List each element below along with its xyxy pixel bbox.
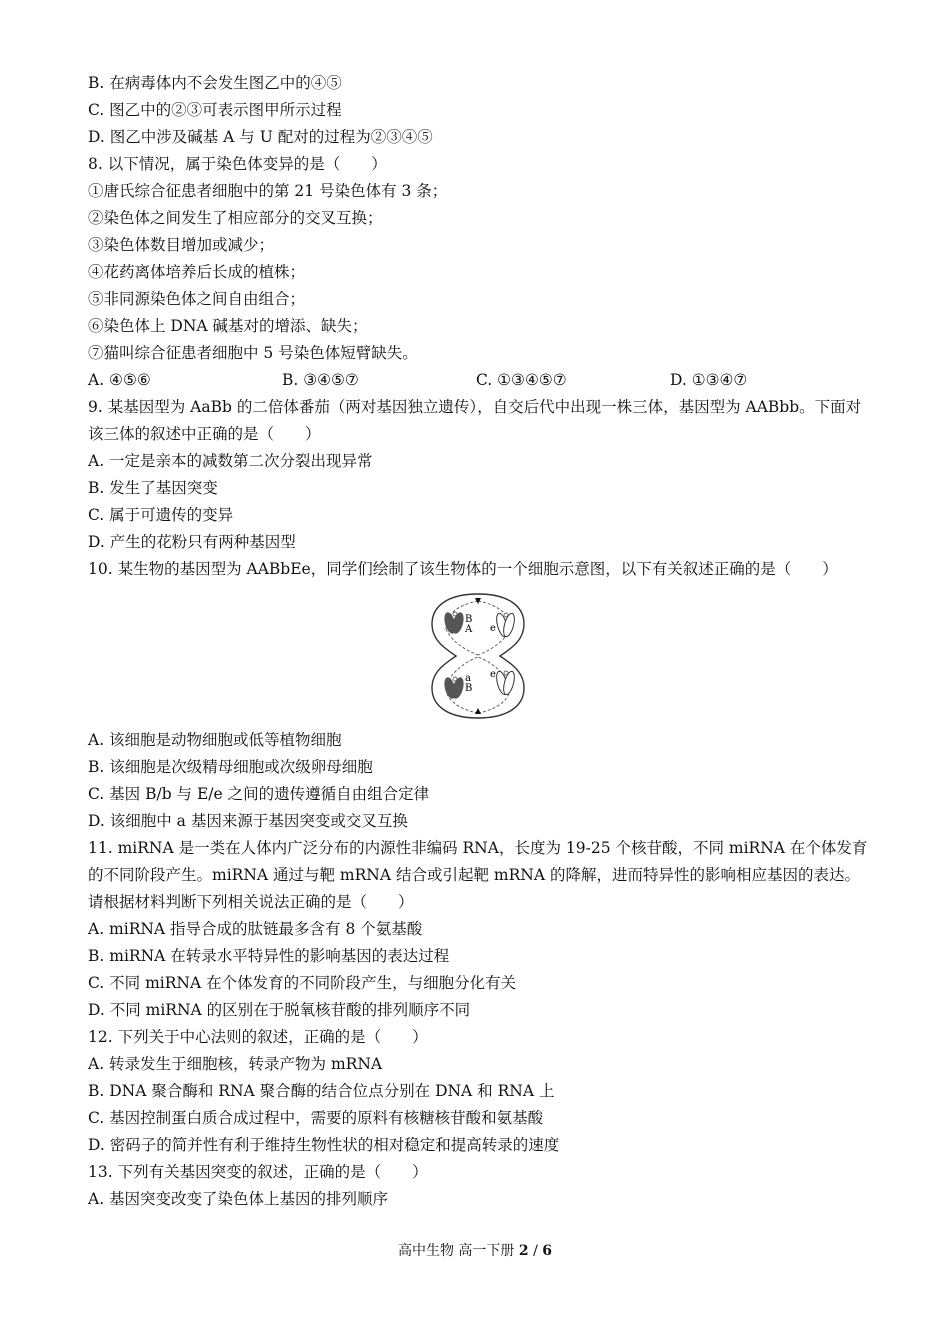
footer-separator: / [528,1243,543,1259]
q12-option-b: B. DNA 聚合酶和 RNA 聚合酶的结合位点分别在 DNA 和 RNA 上 [88,1082,555,1100]
q11-option-c: C. 不同 miRNA 在个体发育的不同阶段产生，与细胞分化有关 [88,974,517,992]
q13-stem: 13. 下列有关基因突变的叙述，正确的是（ ） [88,1163,428,1181]
q8-item-3: ③染色体数目增加或减少； [88,236,275,254]
cell-membrane [432,594,524,718]
q10-option-a: A. 该细胞是动物细胞或低等植物细胞 [88,731,342,749]
page-footer [0,1240,950,1260]
q11-option-b: B. miRNA 在转录水平特异性的影响基因的表达过程 [88,947,450,965]
q7-option-b: B. 在病毒体内不会发生图乙中的④⑤ [88,74,342,92]
q9-option-a: A. 一定是亲本的减数第二次分裂出现异常 [88,452,373,470]
q8-options [88,367,868,394]
footer-page-number: 2 [518,1243,529,1259]
gene-label-a-upper: A [465,624,473,635]
gene-label-e-top: e [490,623,496,634]
q11-stem: 11. miRNA 是一类在人体内广泛分布的内源性非编码 RNA，长度为 19-25 个核苷酸，不同 miRNA 在个体发育的不同阶段产生。miRNA 通过与靶 mRNA 结合或引起靶 mRNA 的降解，进而特异性的影响相应基因的表达。请根据材料判断下列相关说法正确的是（ ） [88,839,868,911]
q9-option-d: D. 产生的花粉只有两种基因型 [88,533,296,551]
q8-option-b: B. ③④⑤⑦ [282,371,359,389]
q12-option-c: C. 基因控制蛋白质合成过程中，需要的原料有核糖核苷酸和氨基酸 [88,1109,544,1127]
q8-item-6: ⑥染色体上 DNA 碱基对的增添、缺失； [88,317,368,335]
q10-stem: 10. 某生物的基因型为 AABbEe，同学们绘制了该生物体的一个细胞示意图，以下有关叙述正确的是（ ） [88,560,838,578]
q12-option-a: A. 转录发生于细胞核，转录产物为 mRNA [88,1055,383,1073]
q8-item-5: ⑤非同源染色体之间自由组合； [88,290,306,308]
q8-item-2: ②染色体之间发生了相应部分的交叉互换； [88,209,383,227]
gene-label-b-bottom: B [465,683,473,694]
centromere-top-dark [453,612,457,616]
q8-option-a: A. ④⑤⑥ [88,371,151,389]
q10-option-b: B. 该细胞是次级精母细胞或次级卵母细胞 [88,758,373,776]
q8-item-4: ④花药离体培养后长成的植株； [88,263,306,281]
q13-option-a: A. 基因突变改变了染色体上基因的排列顺序 [88,1190,389,1208]
q11-option-a: A. miRNA 指导合成的肽链最多含有 8 个氨基酸 [88,920,423,938]
q8-item-1: ①唐氏综合征患者细胞中的第 21 号染色体有 3 条； [88,182,448,200]
q8-item-7: ⑦猫叫综合征患者细胞中 5 号染色体短臂缺失。 [88,344,418,362]
centromere-bottom-light [504,671,508,675]
q9-option-c: C. 属于可遗传的变异 [88,506,234,524]
footer-subject: 高中生物 高一下册 [397,1243,519,1259]
q7-option-c: C. 图乙中的②③可表示图甲所示过程 [88,101,342,119]
q8-stem: 8. 以下情况，属于染色体变异的是（ ） [88,155,387,173]
centromere-bottom-dark [453,677,457,681]
q7-option-d: D. 图乙中涉及碱基 A 与 U 配对的过程为②③④⑤ [88,128,433,146]
q9-option-b: B. 发生了基因突变 [88,479,218,497]
q9-stem: 9. 某基因型为 AaBb 的二倍体番茄（两对基因独立遗传），自交后代中出现一株三体，基因型为 AABbb。下面对该三体的叙述中正确的是（ ） [88,398,862,443]
cell-diagram [428,591,528,721]
gene-label-a-lower: a [465,673,471,684]
exam-page [88,70,868,1213]
q12-option-d: D. 密码子的简并性有利于维持生物性状的相对稳定和提高转录的速度 [88,1136,560,1154]
q8-option-d: D. ①③④⑦ [670,371,748,389]
gene-label-e-bottom: e [490,669,496,680]
centromere-top-light [504,613,508,617]
q11-option-d: D. 不同 miRNA 的区别在于脱氧核苷酸的排列顺序不同 [88,1001,471,1019]
q10-option-d: D. 该细胞中 a 基因来源于基因突变或交叉互换 [88,812,408,830]
q10-option-c: C. 基因 B/b 与 E/e 之间的遗传遵循自由组合定律 [88,785,430,803]
centriole-bottom [475,708,481,714]
footer-page-total: 6 [542,1243,553,1259]
q12-stem: 12. 下列关于中心法则的叙述，正确的是（ ） [88,1028,428,1046]
gene-label-b-top: B [465,614,473,625]
q8-option-c: C. ①③④⑤⑦ [476,371,567,389]
cell-diagram-figure [88,591,868,721]
